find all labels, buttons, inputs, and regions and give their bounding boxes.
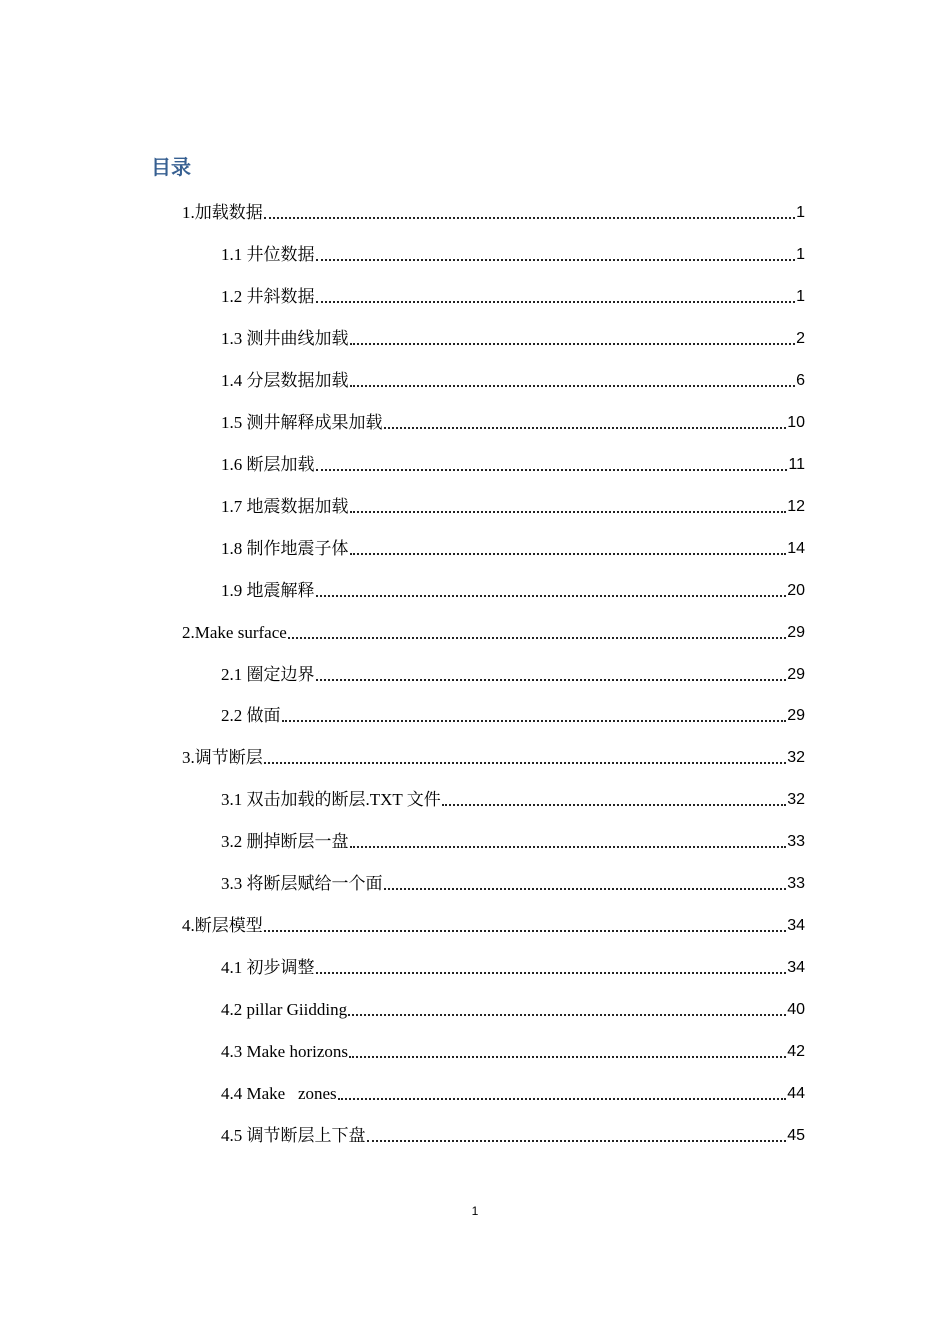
toc-title: 目录 bbox=[151, 155, 191, 179]
toc-entry-page: 45 bbox=[787, 1126, 805, 1144]
toc-leader-dots bbox=[338, 1098, 787, 1100]
toc-entry[interactable] bbox=[221, 872, 805, 896]
toc-entry-page: 32 bbox=[787, 749, 805, 767]
toc-entry[interactable] bbox=[221, 663, 805, 687]
toc-leader-dots bbox=[288, 637, 786, 639]
toc-entry-text: 1.2 井斜数据 bbox=[221, 286, 315, 306]
toc-entry-page: 33 bbox=[787, 833, 805, 851]
toc-entry-text: 4.2 pillar Giidding bbox=[221, 1000, 348, 1020]
toc-leader-dots bbox=[350, 553, 787, 555]
toc-leader-dots bbox=[350, 511, 787, 513]
toc-entry-page: 34 bbox=[787, 959, 805, 977]
toc-entry-text: 1.9 地震解释 bbox=[221, 580, 315, 600]
toc-entry[interactable] bbox=[221, 956, 805, 980]
toc-entry-page: 14 bbox=[787, 539, 805, 557]
toc-entry-page: 42 bbox=[787, 1043, 805, 1060]
toc-leader-dots bbox=[348, 1014, 786, 1016]
toc-entry[interactable] bbox=[221, 495, 805, 519]
toc-entry[interactable] bbox=[221, 998, 805, 1022]
toc-entry[interactable] bbox=[182, 621, 805, 645]
toc-entry-text: 1.8 制作地震子体 bbox=[221, 538, 349, 558]
toc-entry[interactable] bbox=[221, 243, 805, 267]
toc-entry-text: 4.5 调节断层上下盘 bbox=[221, 1125, 366, 1145]
page-number: 1 bbox=[471, 1204, 479, 1218]
toc-entry-text: 2.1 圈定边界 bbox=[221, 664, 315, 684]
toc-entry-page: 1 bbox=[796, 287, 805, 305]
toc-leader-dots bbox=[264, 762, 786, 764]
toc-leader-dots bbox=[316, 259, 796, 261]
toc-leader-dots bbox=[367, 1140, 787, 1142]
toc-entry-text: 1.5 测井解释成果加载 bbox=[221, 412, 383, 432]
toc-entry[interactable] bbox=[182, 914, 805, 938]
toc-leader-dots bbox=[316, 679, 787, 681]
toc-entry[interactable] bbox=[221, 1124, 805, 1148]
toc-entry-page: 34 bbox=[787, 917, 805, 935]
toc-entry-text: 4.4 Make zones bbox=[221, 1084, 337, 1103]
toc-entry[interactable] bbox=[221, 369, 805, 393]
toc-entry-text: 4.3 Make horizons bbox=[221, 1042, 349, 1061]
toc-entry[interactable] bbox=[221, 704, 805, 728]
toc-entry-text: 3.3 将断层赋给一个面 bbox=[221, 874, 383, 894]
toc-entry-text: 4.1 初步调整 bbox=[221, 958, 315, 978]
toc-entry[interactable] bbox=[221, 1040, 805, 1064]
toc-entry[interactable] bbox=[221, 411, 805, 435]
toc-leader-dots bbox=[349, 1056, 786, 1058]
toc-entry-page: 1 bbox=[796, 204, 805, 221]
toc-leader-dots bbox=[384, 427, 787, 429]
toc-leader-dots bbox=[350, 385, 796, 387]
toc-entry-text: 2.2 做面 bbox=[221, 706, 281, 726]
toc-entry-text: 1.6 断层加载 bbox=[221, 454, 315, 474]
toc-leader-dots bbox=[442, 804, 786, 806]
toc-entry[interactable] bbox=[221, 579, 805, 603]
toc-entry[interactable] bbox=[182, 746, 805, 770]
toc-entry[interactable] bbox=[182, 201, 805, 225]
toc-entry-text: 4.断层模型 bbox=[182, 916, 263, 936]
toc-entry-page: 44 bbox=[787, 1085, 805, 1102]
toc-entry[interactable] bbox=[221, 830, 805, 854]
toc-entry-text: 1.3 测井曲线加载 bbox=[221, 328, 349, 348]
toc-entry-text: 1.7 地震数据加载 bbox=[221, 496, 349, 516]
toc-entry-page: 11 bbox=[788, 455, 805, 473]
toc-entry-page: 6 bbox=[796, 371, 805, 389]
toc-entry-page: 29 bbox=[787, 707, 805, 725]
toc-leader-dots bbox=[282, 720, 787, 722]
toc-entry-page: 33 bbox=[787, 875, 805, 893]
toc-entry-text: 3.调节断层 bbox=[182, 748, 263, 768]
toc-leader-dots bbox=[264, 930, 786, 932]
toc-entry-page: 2 bbox=[796, 329, 805, 347]
toc-leader-dots bbox=[316, 972, 787, 974]
toc-entry-text: 3.2 删掉断层一盘 bbox=[221, 832, 349, 852]
toc-entry-text: 2.Make surface bbox=[182, 622, 287, 642]
toc-entry[interactable] bbox=[221, 1082, 805, 1106]
toc-entry-page: 29 bbox=[787, 665, 805, 683]
toc-leader-dots bbox=[350, 846, 787, 848]
toc-entry-page: 29 bbox=[787, 623, 805, 641]
toc-entry-text: 1.4 分层数据加载 bbox=[221, 370, 349, 390]
toc-entry-page: 40 bbox=[787, 1001, 805, 1019]
toc-leader-dots bbox=[384, 888, 787, 890]
toc-entry-page: 12 bbox=[787, 497, 805, 515]
toc-entry[interactable] bbox=[221, 788, 805, 812]
toc-leader-dots bbox=[316, 595, 787, 597]
toc-entry[interactable] bbox=[221, 285, 805, 309]
toc-leader-dots bbox=[316, 469, 788, 471]
toc-leader-dots bbox=[316, 301, 796, 303]
toc-entry-page: 20 bbox=[787, 581, 805, 599]
toc-entry[interactable] bbox=[221, 453, 805, 477]
toc-entry-text: 1.加载数据 bbox=[182, 203, 263, 222]
toc-entry[interactable] bbox=[221, 327, 805, 351]
toc-entry-text: 1.1 井位数据 bbox=[221, 244, 315, 264]
toc-entry-page: 32 bbox=[787, 791, 805, 809]
toc-leader-dots bbox=[350, 343, 796, 345]
toc-leader-dots bbox=[264, 217, 795, 219]
toc-entry-page: 10 bbox=[787, 413, 805, 431]
toc-entry-text: 3.1 双击加载的断层.TXT 文件 bbox=[221, 790, 441, 810]
toc-entry[interactable] bbox=[221, 537, 805, 561]
toc-entry-page: 1 bbox=[796, 245, 805, 263]
